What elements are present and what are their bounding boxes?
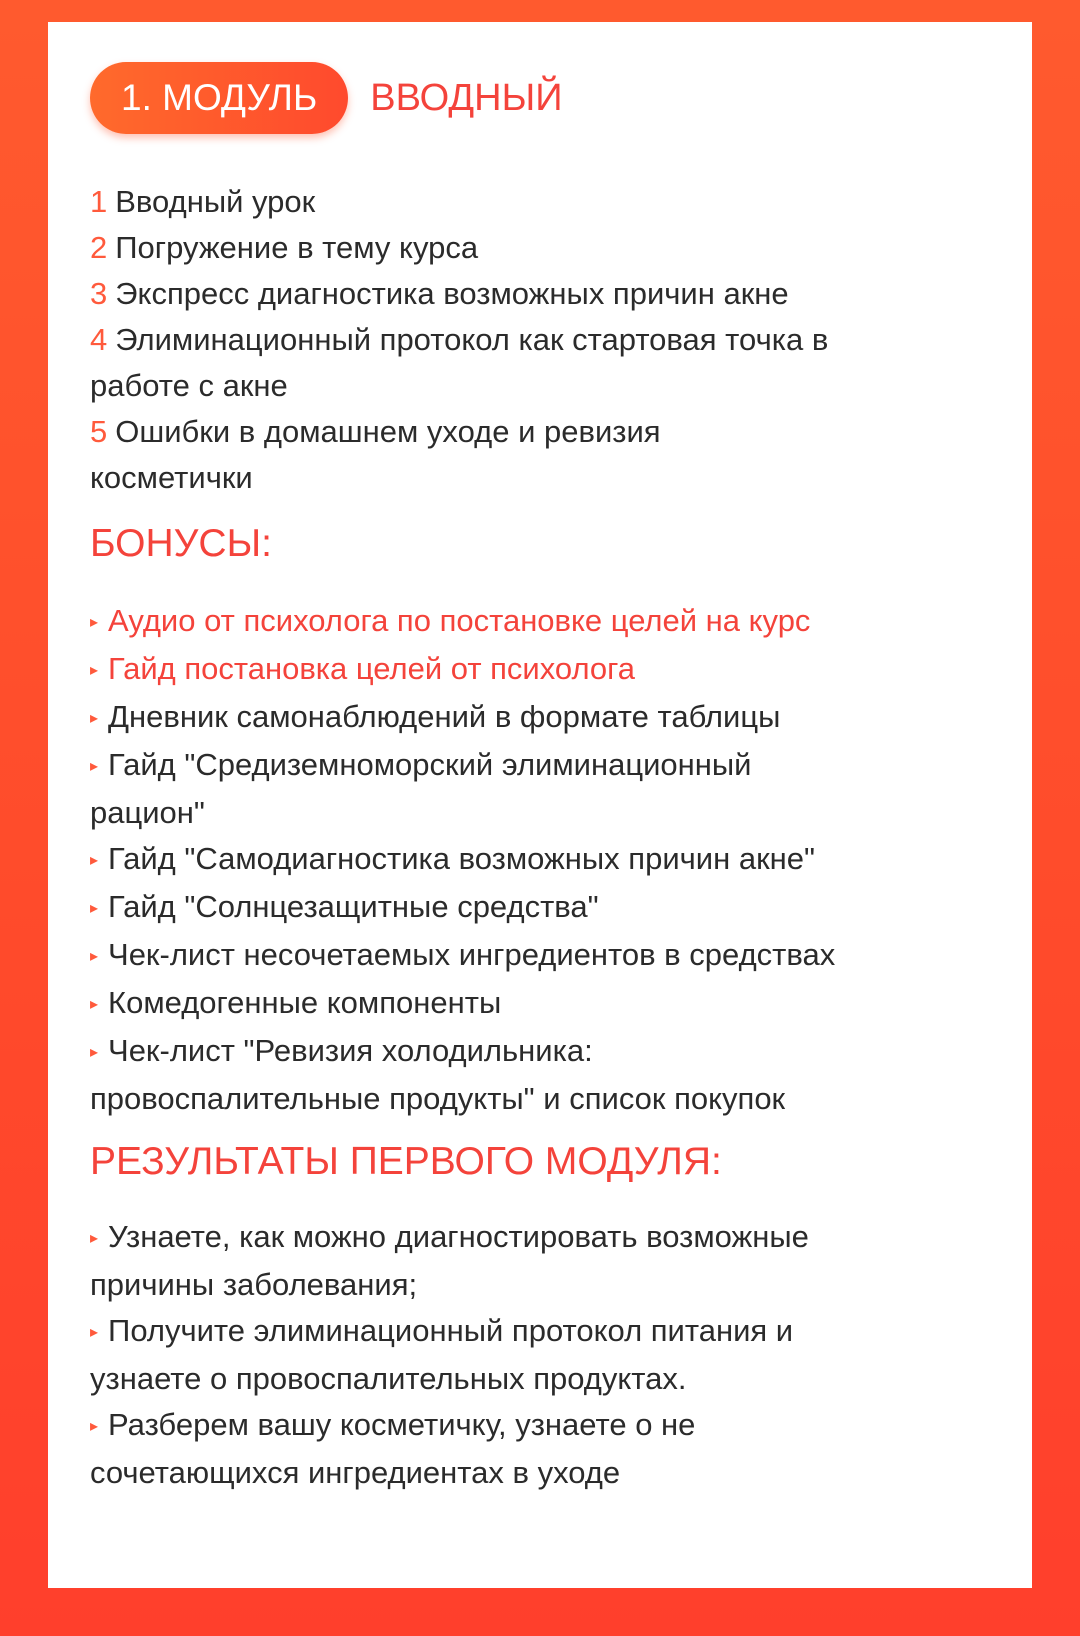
lesson-text: Экспресс диагностика возможных причин акне <box>115 276 789 311</box>
result-text: Получите элиминационный протокол питания и узнаете о провоспалительных продуктах. <box>90 1313 794 1396</box>
lesson-number: 5 <box>90 414 108 449</box>
lesson-item <box>90 179 990 225</box>
result-item <box>90 1402 790 1496</box>
bonus-item <box>90 742 850 836</box>
bullet-icon: ▸ <box>90 1418 99 1435</box>
bullet-icon: ▸ <box>90 710 99 727</box>
bullet-icon: ▸ <box>90 996 99 1013</box>
bonus-text: Аудио от психолога по постановке целей на курс <box>108 603 811 638</box>
lesson-item <box>90 409 790 501</box>
module-title: ВВОДНЫЙ <box>370 77 563 119</box>
lesson-number: 4 <box>90 322 108 357</box>
lesson-list <box>90 179 990 501</box>
lesson-number: 2 <box>90 230 108 265</box>
bonus-text: Гайд "Солнцезащитные средства" <box>108 889 599 924</box>
bonus-item <box>90 932 995 980</box>
result-text: Разберем вашу косметичку, узнаете о не сочетающихся ингредиентах в уходе <box>90 1407 696 1490</box>
bullet-icon: ▸ <box>90 758 99 775</box>
result-item <box>90 1308 880 1402</box>
lesson-number: 3 <box>90 276 108 311</box>
lesson-text: Погружение в тему курса <box>115 230 479 265</box>
results-title: РЕЗУЛЬТАТЫ ПЕРВОГО МОДУЛЯ: <box>90 1140 722 1183</box>
bonus-list <box>90 598 995 1122</box>
bullet-icon: ▸ <box>90 1324 99 1341</box>
bonus-text: Гайд постановка целей от психолога <box>108 651 635 686</box>
bonus-item <box>90 980 995 1028</box>
bullet-icon: ▸ <box>90 948 99 965</box>
lesson-item <box>90 225 990 271</box>
lesson-text: Элиминационный протокол как стартовая точка в работе с акне <box>90 322 829 403</box>
bonus-item <box>90 646 995 694</box>
lesson-number: 1 <box>90 184 108 219</box>
bonus-text: Комедогенные компоненты <box>108 985 502 1020</box>
module-header <box>90 62 563 134</box>
result-item <box>90 1214 890 1308</box>
lesson-text: Ошибки в домашнем уходе и ревизия косметички <box>90 414 661 495</box>
bonuses-title: БОНУСЫ: <box>90 522 272 565</box>
bonus-item <box>90 836 995 884</box>
bullet-icon: ▸ <box>90 614 99 631</box>
bonus-text: Чек-лист несочетаемых ингредиентов в средствах <box>108 937 836 972</box>
bullet-icon: ▸ <box>90 1044 99 1061</box>
bonus-item <box>90 694 995 742</box>
bonus-text: Гайд "Самодиагностика возможных причин акне" <box>108 841 816 876</box>
module-badge: 1. МОДУЛЬ <box>90 62 348 134</box>
bonus-item <box>90 884 995 932</box>
bonus-item <box>90 1028 890 1122</box>
lesson-text: Вводный урок <box>115 184 316 219</box>
bullet-icon: ▸ <box>90 900 99 917</box>
bullet-icon: ▸ <box>90 852 99 869</box>
bonus-text: Чек-лист "Ревизия холодильника: провоспалительные продукты" и список покупок <box>90 1033 786 1116</box>
result-text: Узнаете, как можно диагностировать возможные причины заболевания; <box>90 1219 809 1302</box>
lesson-item <box>90 271 990 317</box>
bonus-text: Дневник самонаблюдений в формате таблицы <box>108 699 781 734</box>
results-list <box>90 1214 995 1496</box>
bonus-text: Гайд "Средиземноморский элиминационный рацион" <box>90 747 752 830</box>
bullet-icon: ▸ <box>90 1230 99 1247</box>
lesson-item <box>90 317 890 409</box>
bullet-icon: ▸ <box>90 662 99 679</box>
bonus-item <box>90 598 995 646</box>
module-card <box>48 22 1032 1588</box>
